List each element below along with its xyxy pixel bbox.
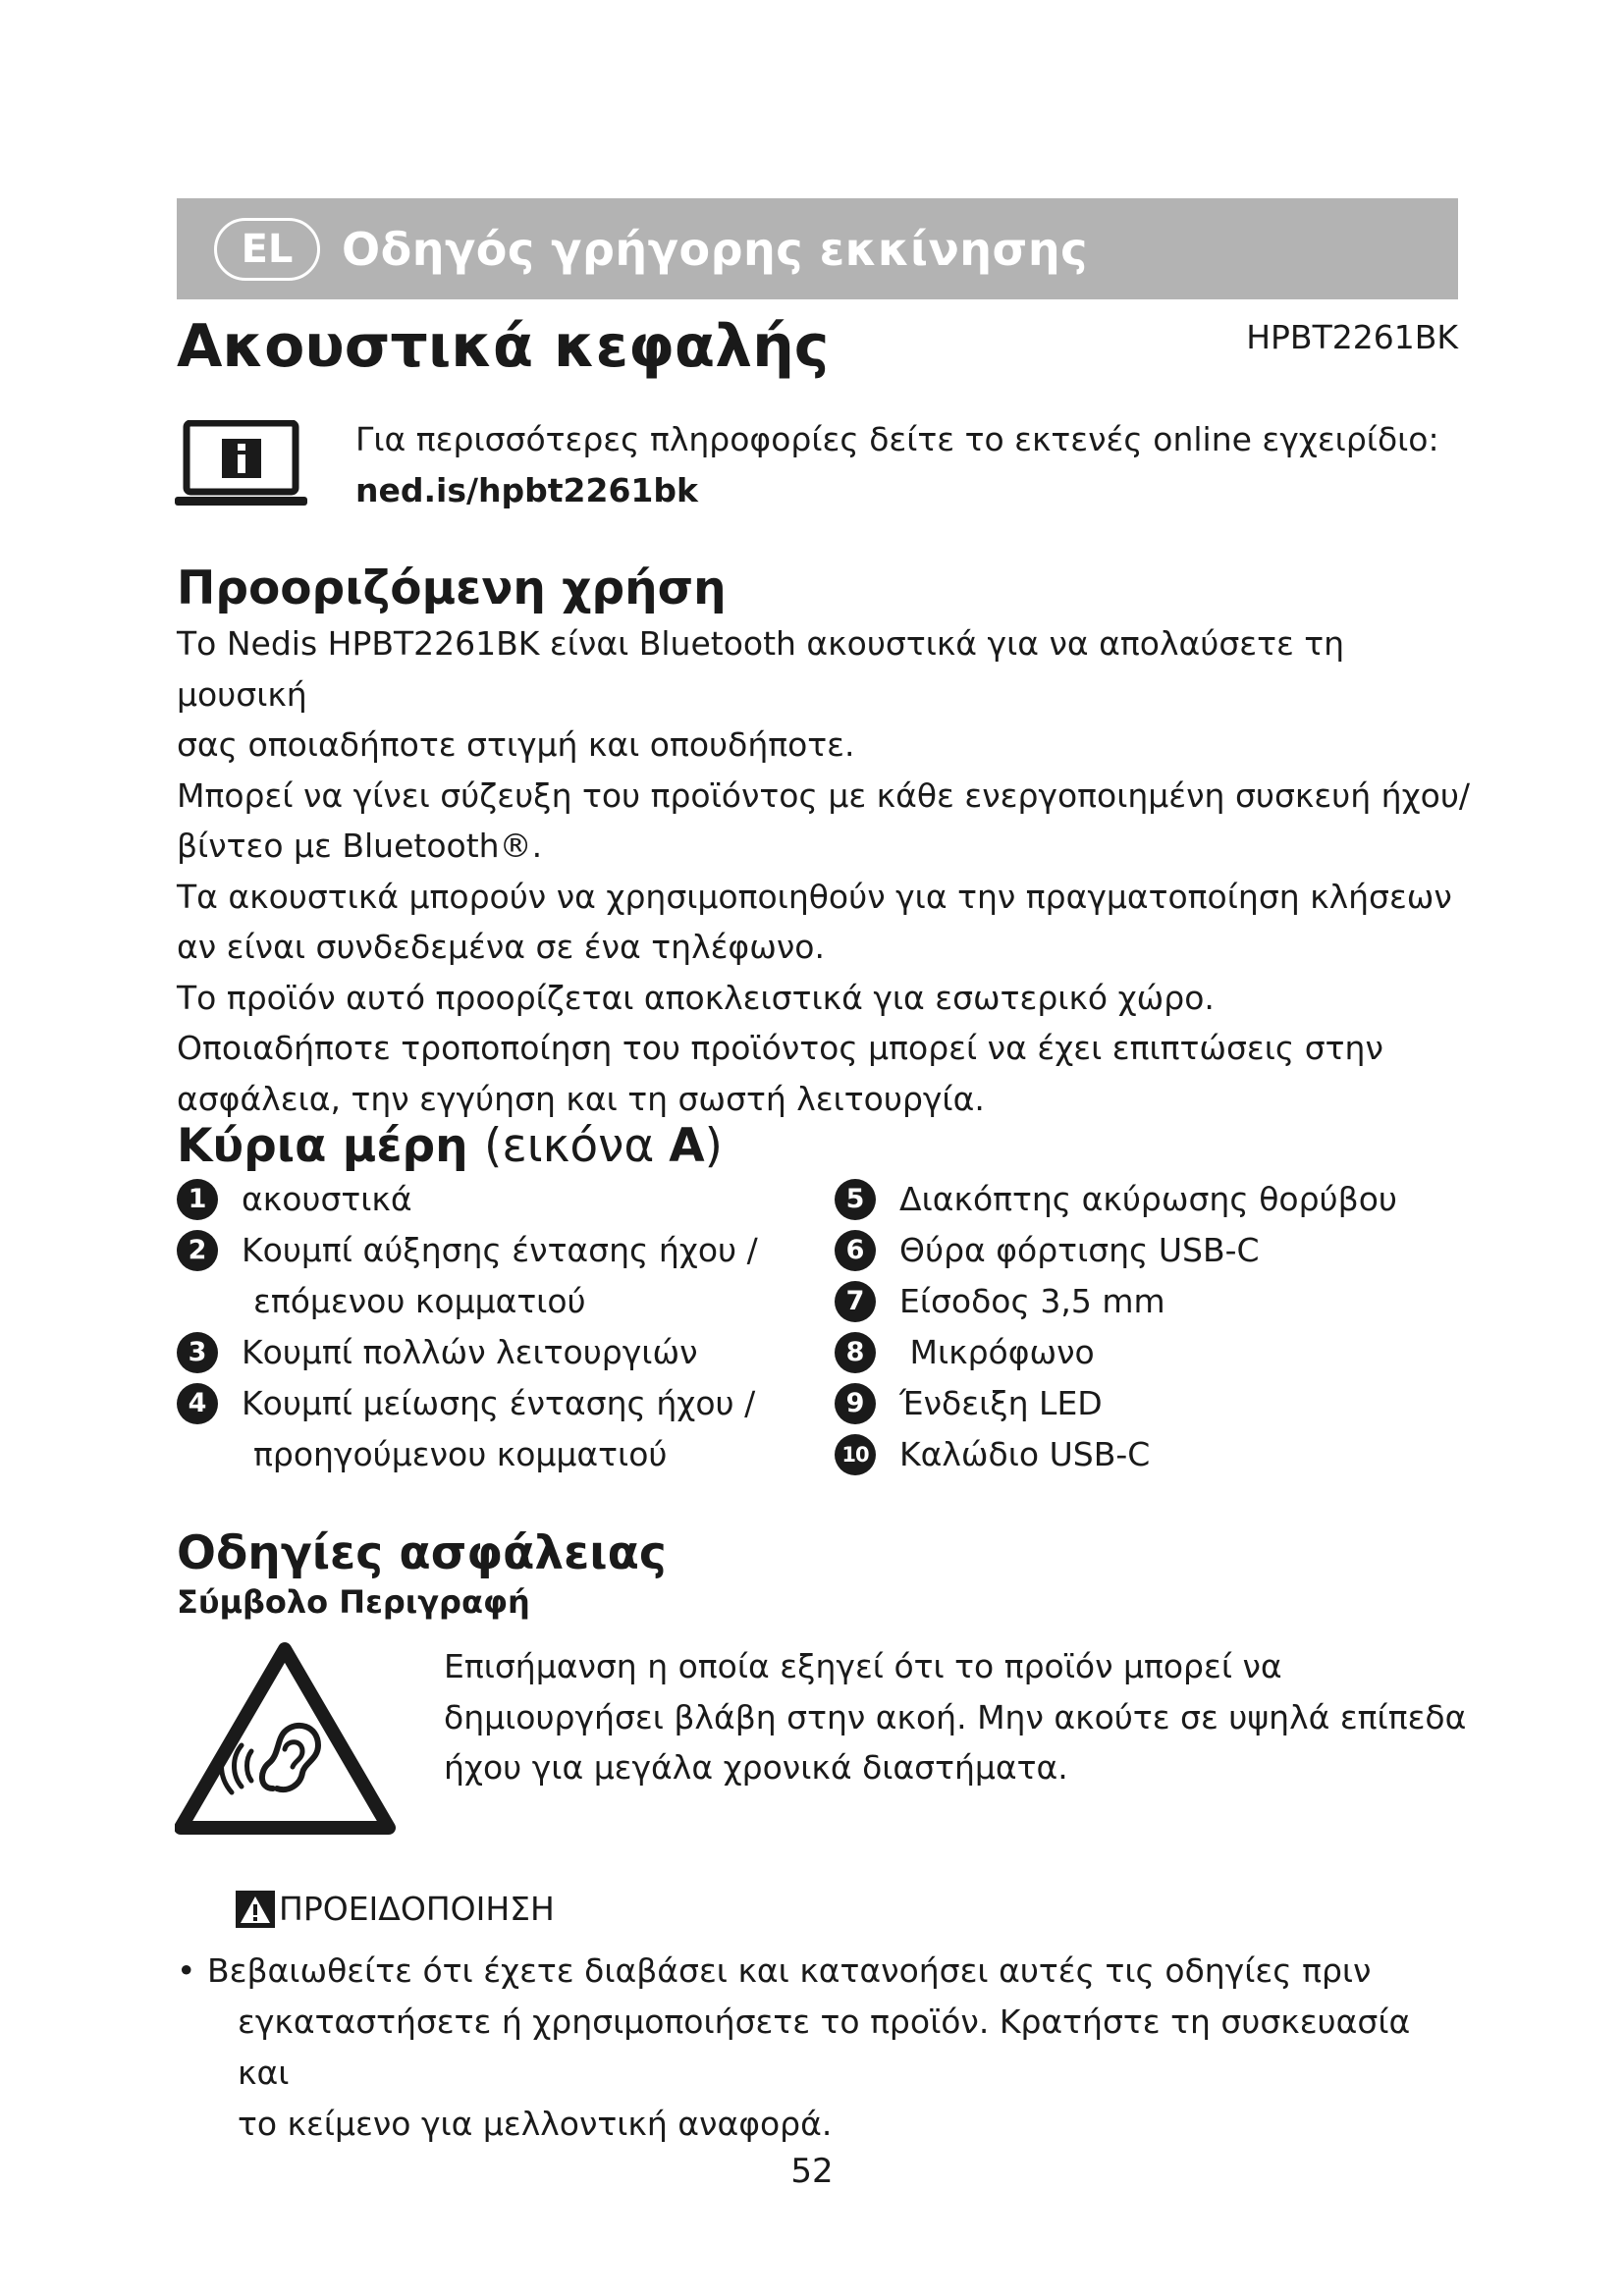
intended-use-line: σας οποιαδήποτε στιγμή και οπουδήποτε. [177,725,855,764]
part-number-badge: 8 [835,1332,876,1373]
intended-use-line: Το Nedis HPBT2261BK είναι Bluetooth ακουστικά για να απολαύσετε τη μουσική [177,624,1345,714]
part-number-badge: 6 [835,1230,876,1271]
intended-use-line: Τα ακουστικά μπορούν να χρησιμοποιηθούν για την πραγματοποίηση κλήσεων [177,877,1452,916]
part-label: Διακόπτης ακύρωσης θορύβου [899,1180,1397,1218]
safety-heading: Οδηγίες ασφάλειας [177,1526,667,1580]
main-parts-heading-bold: Κύρια μέρη [177,1119,468,1173]
part-number-badge: 5 [835,1179,876,1220]
part-label: ακουστικά [242,1180,412,1218]
intended-use-line: Το προϊόν αυτό προορίζεται αποκλειστικά για εσωτερικό χώρο. [177,978,1215,1017]
figure-ref: A [669,1119,705,1173]
part-item [177,1174,815,1225]
warning-bullet [177,1946,1463,2150]
bullet-dot: • [177,1951,196,1990]
part-label-cont: προηγούμενου κομματιού [253,1435,668,1473]
page-number: 52 [790,2152,834,2191]
part-item [835,1276,1473,1327]
warning-bullet-text [207,1946,1435,2150]
manual-reference-text: Για περισσότερες πληροφορίες δείτε το εκτενές online εγχειρίδιο: [355,420,1439,458]
part-item [835,1429,1473,1480]
laptop-info-icon [175,420,307,508]
part-number-badge: 7 [835,1281,876,1322]
warning-triangle-icon [236,1891,275,1928]
hearing-warning-description [444,1641,1475,1793]
section-banner [177,198,1458,299]
main-parts-heading [177,1119,723,1173]
document-title: Ακουστικά κεφαλής [177,312,830,381]
intended-use-heading: Προοριζόμενη χρήση [177,561,727,615]
figure-label: (εικόνα [484,1119,655,1173]
parts-list-right [835,1174,1473,1480]
description-line: Επισήμανση η οποία εξηγεί ότι το προϊόν μπορεί να [444,1647,1282,1685]
part-number-badge: 3 [177,1332,218,1373]
part-label: Καλώδιο USB-C [899,1435,1151,1473]
part-item [835,1174,1473,1225]
part-number-badge: 4 [177,1383,218,1424]
part-item [835,1225,1473,1276]
part-label-cont: επόμενου κομματιού [253,1282,586,1320]
part-item [835,1327,1473,1378]
language-badge: EL [214,218,320,281]
part-label: Ένδειξη LED [899,1384,1103,1422]
warning-label [236,1890,555,1928]
banner-title: Οδηγός γρήγορης εκκίνησης [342,222,1088,276]
part-number-badge: 2 [177,1230,218,1271]
hearing-warning-icon [175,1641,396,1838]
part-label: Κουμπί αύξησης έντασης ήχου / [242,1231,758,1269]
part-number-badge: 1 [177,1179,218,1220]
part-item [177,1378,815,1480]
description-line: δημιουργήσει βλάβη στην ακοή. Μην ακούτε σε υψηλά επίπεδα [444,1697,1467,1736]
part-item [177,1327,815,1378]
part-item [835,1378,1473,1429]
part-number-badge: 9 [835,1383,876,1424]
model-number: HPBT2261BK [1246,318,1458,356]
part-label: Κουμπί πολλών λειτουργιών [242,1333,698,1371]
intended-use-line: βίντεο με Bluetooth®. [177,827,543,865]
main-parts-heading-figure [484,1119,723,1173]
part-label: Είσοδος 3,5 mm [899,1282,1165,1320]
part-number-badge: 10 [835,1434,876,1475]
parts-list-left [177,1174,815,1480]
description-line: ήχου για μεγάλα χρονικά διαστήματα. [444,1748,1068,1787]
intended-use-line: Μπορεί να γίνει σύζευξη του προϊόντος με κάθε ενεργοποιημένη συσκευή ήχου/ [177,775,1471,815]
part-item [177,1225,815,1327]
manual-link[interactable]: ned.is/hpbt2261bk [355,471,698,509]
manual-reference [355,414,1439,516]
intended-use-line: αν είναι συνδεδεμένα σε ένα τηλέφωνο. [177,928,825,966]
bullet-line: Βεβαιωθείτε ότι έχετε διαβάσει και κατανοήσει αυτές τις οδηγίες πριν [207,1951,1372,1990]
bullet-line: εγκαταστήσετε ή χρησιμοποιήσετε το προϊόν. Κρατήστε τη συσκευασία και [238,2002,1411,2092]
intended-use-line: Οποιαδήποτε τροποποίηση του προϊόντος μπορεί να έχει επιπτώσεις στην [177,1029,1383,1067]
symbol-description-subheading: Σύμβολο Περιγραφή [177,1583,530,1621]
part-label: Μικρόφωνο [899,1333,1095,1371]
intended-use-line: ασφάλεια, την εγγύηση και τη σωστή λειτουργία. [177,1079,985,1118]
warning-label-text: ΠΡΟΕΙΔΟΠΟΙΗΣΗ [279,1890,555,1928]
part-label: Θύρα φόρτισης USB-C [899,1231,1260,1269]
intended-use-text [177,618,1473,1124]
bullet-line: το κείμενο για μελλοντική αναφορά. [238,2105,833,2143]
figure-close: ) [704,1119,724,1173]
part-label: Κουμπί μείωσης έντασης ήχου / [242,1384,756,1422]
